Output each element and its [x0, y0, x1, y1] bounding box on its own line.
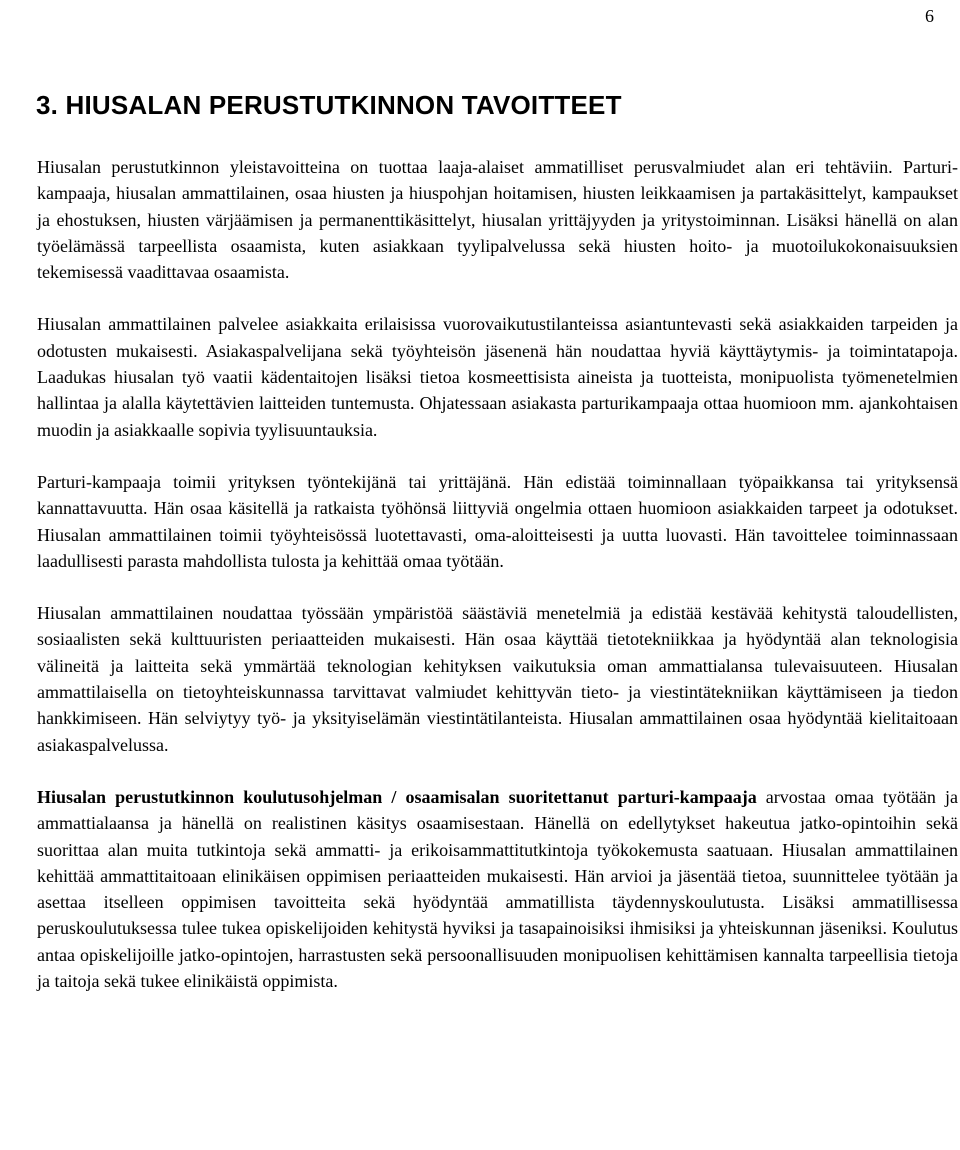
paragraph-bold-lead: Hiusalan perustutkinnon koulutusohjelman / osaamisalan suoritettanut parturi-kampaaja	[37, 786, 757, 807]
document-body	[37, 154, 958, 994]
page-title: 3. HIUSALAN PERUSTUTKINNON TAVOITTEET	[36, 90, 622, 120]
paragraph-customer-service: Hiusalan ammattilainen palvelee asiakkaita erilaisissa vuorovaikutustilanteissa asiantuntevasti sekä asiakkaiden tarpeiden ja odotusten mukaisesti. Asiakaspalvelijana sekä työyhteisön jäsenenä hän noudattaa hyviä käyttäytymis- ja toimintatapoja. Laadukas hiusalan työ vaatii kädentaitojen lisäksi tietoa kosmeettisista aineista ja tuotteista, monipuolista työmenetelmien hallintaa ja alalla käytettävien laitteiden tuntemusta. Ohjatessaan asiakasta parturikampaaja ottaa huomioon mm. ajankohtaisen muodin ja asiakkaalle sopivia tyylisuuntauksia.	[37, 314, 958, 440]
page-number: 6	[925, 6, 934, 26]
paragraph-graduate-profile	[37, 784, 958, 994]
paragraph-sustainability: Hiusalan ammattilainen noudattaa työssään ympäristöä säästäviä menetelmiä ja edistää kestävää kehitystä taloudellisten, sosiaalisten sekä kulttuuristen periaatteiden mukaisesti. Hän osaa käyttää tietotekniikkaa ja hyödyntää alan teknologisia välineitä ja laitteita sekä ymmärtää teknologian kehityksen vaikutuksia oman ammattialansa tulevaisuuteen. Hiusalan ammattilaisella on tietoyhteiskunnassa tarvittavat valmiudet kehittyvän tieto- ja viestintätekniikan käyttämiseen ja tiedon hankkimiseen. Hän selviytyy työ- ja yksityiselämän viestintätilanteista. Hiusalan ammattilainen osaa hyödyntää kielitaitoaan asiakaspalvelussa.	[37, 603, 958, 755]
paragraph-graduate-text: arvostaa omaa työtään ja ammattialaansa ja hänellä on realistinen käsitys osaamisestaan. Hänellä on edellytykset hakeutua jatko-opintoihin sekä suorittaa alan muita tutkintoja sekä ammatti- ja erikoisammattitutkintoja työkokemusta saatuaan. Hiusalan ammattilainen kehittää ammattitaitoaan elinikäisen oppimisen periaatteiden mukaisesti. Hän arvioi ja jäsentää tietoa, suunnittelee työtään ja asettaa itselleen oppimisen tavoitteita sekä hyödyntää ammatillista täydennyskoulutusta. Lisäksi ammatillisessa peruskoulutuksessa tulee tukea opiskelijoiden kehitystä hyviksi ja tasapainoisiksi ihmisiksi ja yhteiskunnan jäseniksi. Koulutus antaa opiskelijoille jatko-opintojen, harrastusten sekä persoonallisuuden monipuolisen kehittämisen kannalta tarpeellisia tietoja ja taitoja sekä tukee elinikäistä oppimista.	[37, 786, 958, 992]
paragraph-general-goals: Hiusalan perustutkinnon yleistavoitteina on tuottaa laaja-alaiset ammatilliset perusvalmiudet alan eri tehtäviin. Parturi-kampaaja, hiusalan ammattilainen, osaa hiusten ja hiuspohjan hoitamisen, hiusten leikkaamisen ja partakäsittelyt, kampaukset ja ehostuksen, hiusten värjäämisen ja permanenttikäsittelyt, hiusalan yrittäjyyden ja yritystoiminnan. Lisäksi hänellä on alan työelämässä tarpeellista osaamista, kuten asiakkaan tyylipalvelussa sekä hiusten hoito- ja muotoilukokonaisuuksien tekemisessä vaadittavaa osaamista.	[37, 157, 958, 283]
paragraph-entrepreneurship: Parturi-kampaaja toimii yrityksen työntekijänä tai yrittäjänä. Hän edistää toiminnallaan työpaikkansa tai yrityksensä kannattavuutta. Hän osaa käsitellä ja ratkaista työhönsä liittyviä ongelmia ottaen huomioon asiakkaiden tarpeet ja odotukset. Hiusalan ammattilainen toimii työyhteisössä luotettavasti, oma-aloitteisesti ja uutta luovasti. Hän tavoittelee toiminnassaan laadullisesti parasta mahdollista tulosta ja kehittää omaa työtään.	[37, 471, 958, 571]
